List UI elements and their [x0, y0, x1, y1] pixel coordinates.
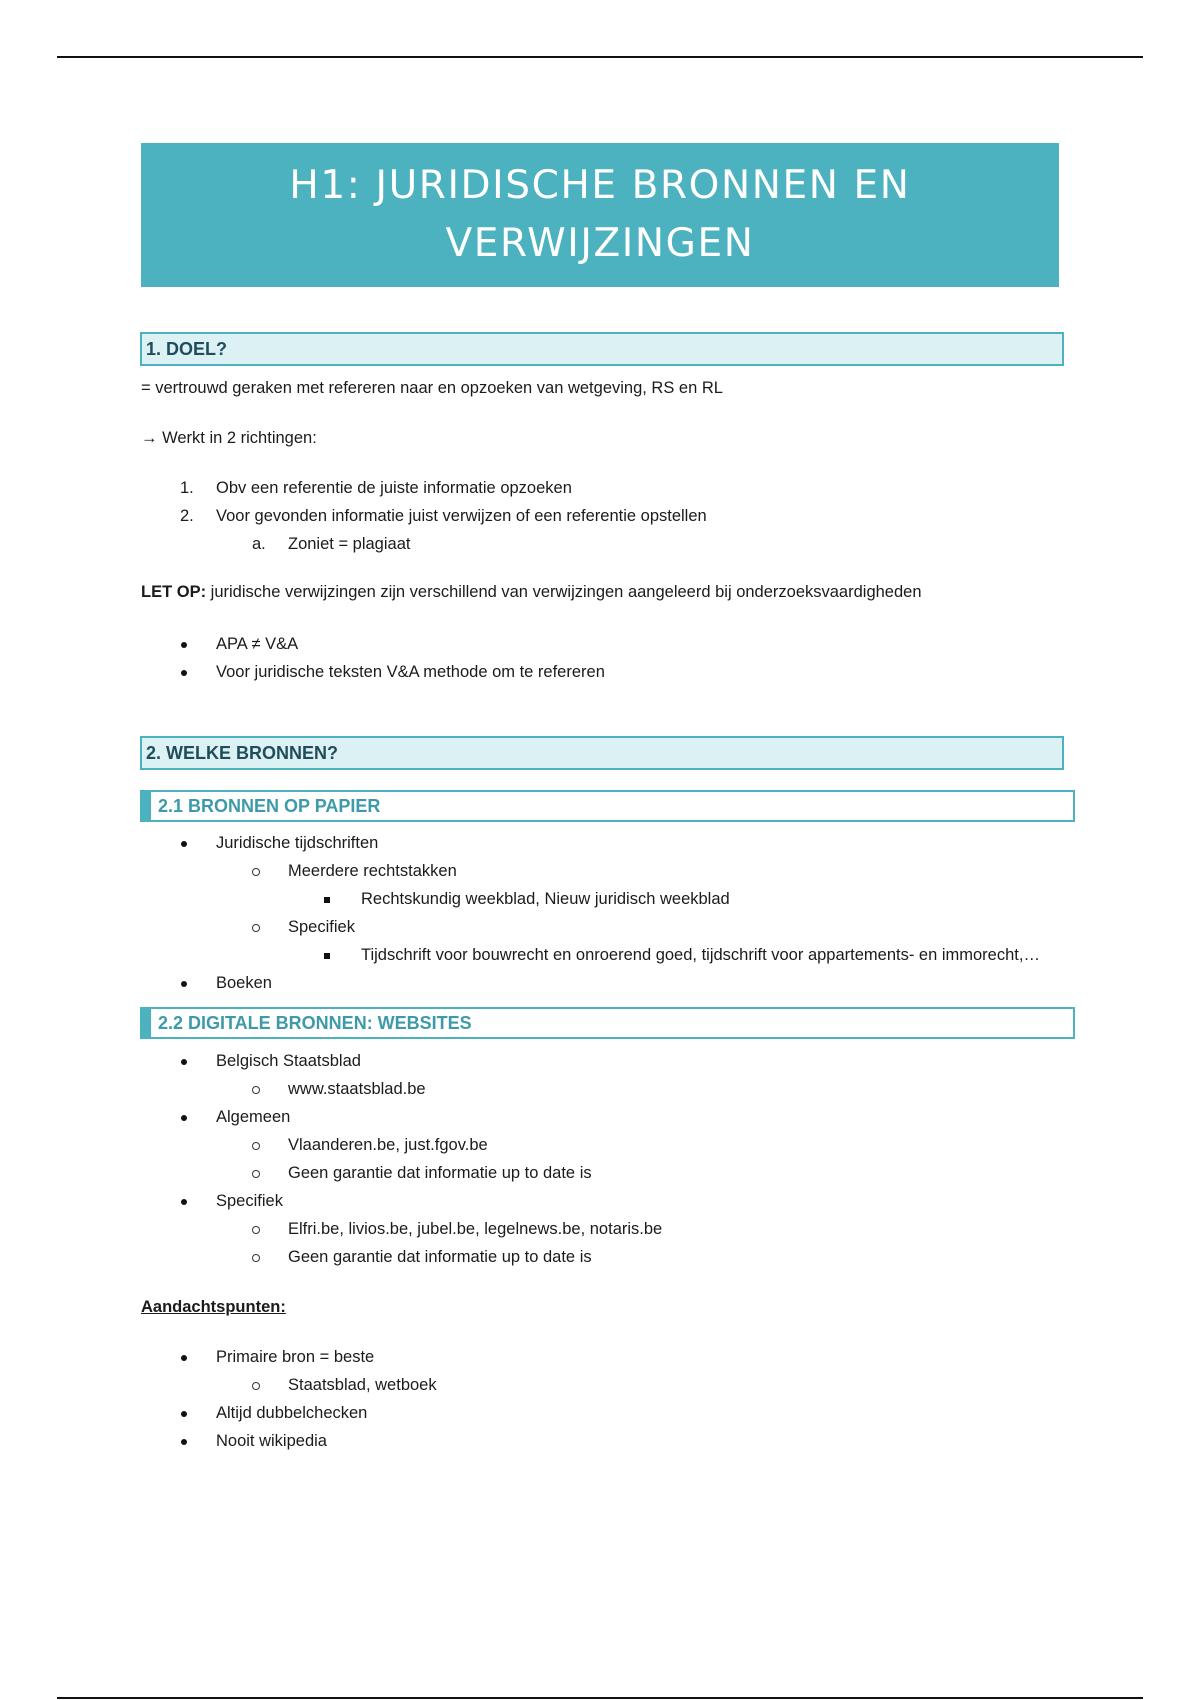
werkt-line: [141, 424, 1061, 452]
bullet-icon: [181, 841, 187, 847]
list-item: [141, 885, 1061, 913]
list-item: [141, 1075, 1061, 1103]
list-item: [141, 1047, 1061, 1075]
list-item: [141, 474, 1061, 502]
list-item-text: Boeken: [216, 974, 272, 992]
list-item-text: Meerdere rechtstakken: [288, 862, 457, 880]
list-item-text: Vlaanderen.be, just.fgov.be: [288, 1136, 488, 1154]
list-item-text: Rechtskundig weekblad, Nieuw juridisch weekblad: [361, 890, 730, 908]
list-item: [141, 1343, 1061, 1371]
list-item: [141, 969, 1061, 997]
list-number: 1.: [180, 479, 194, 497]
bullet-icon: [181, 1411, 187, 1417]
let-op-label: LET OP:: [141, 583, 207, 601]
list-item-text: Belgisch Staatsblad: [216, 1052, 361, 1070]
bullet-icon: [181, 670, 187, 676]
list-item: [141, 1131, 1061, 1159]
list-item-text: Elfri.be, livios.be, jubel.be, legelnews.be, notaris.be: [288, 1220, 663, 1238]
square-bullet-icon: [324, 953, 330, 959]
let-op-note: [141, 578, 1061, 606]
list-item: [141, 1243, 1061, 1271]
list-item: [141, 1427, 1061, 1455]
let-op-text: juridische verwijzingen zijn verschillend van verwijzingen aangeleerd bij onderzoeksvaardigheden: [206, 583, 922, 601]
circle-bullet-icon: [252, 1226, 260, 1234]
bottom-rule: [57, 1697, 1143, 1699]
list-item-text: Voor juridische teksten V&A methode om te refereren: [216, 663, 605, 681]
list-item: [141, 1103, 1061, 1131]
list-number: 2.: [180, 507, 194, 525]
bullet-icon: [181, 1115, 187, 1121]
list-item: [141, 857, 1061, 885]
list-item-text: www.staatsblad.be: [288, 1080, 426, 1098]
list-item: [141, 1399, 1061, 1427]
list-item: [141, 502, 1061, 530]
circle-bullet-icon: [252, 1382, 260, 1390]
list-item: [141, 530, 1061, 558]
list-item: [141, 1187, 1061, 1215]
circle-bullet-icon: [252, 1086, 260, 1094]
list-item: [141, 630, 1061, 658]
list-item-text: Zoniet = plagiaat: [288, 535, 411, 553]
list-item-text: Algemeen: [216, 1108, 291, 1126]
list-item: [141, 941, 1061, 969]
arrow-icon: →: [141, 429, 163, 447]
bullet-icon: [181, 981, 187, 987]
bullet-icon: [181, 642, 187, 648]
list-item: [141, 913, 1061, 941]
list-item-text: Specifiek: [288, 918, 355, 936]
list-item-text: Geen garantie dat informatie up to date is: [288, 1248, 592, 1266]
list-item-text: APA ≠ V&A: [216, 635, 299, 653]
top-rule: [57, 56, 1143, 58]
circle-bullet-icon: [252, 868, 260, 876]
section-heading-bronnen: 2. WELKE BRONNEN?: [140, 736, 1064, 770]
list-item-text: Tijdschrift voor bouwrecht en onroerend goed, tijdschrift voor appartements- en immorecht,…: [361, 946, 1040, 964]
list-item: [141, 658, 1061, 686]
list-item-text: Geen garantie dat informatie up to date is: [288, 1164, 592, 1182]
list-item-text: Specifiek: [216, 1192, 283, 1210]
subsection-heading-digitaal: 2.2 DIGITALE BRONNEN: WEBSITES: [140, 1007, 1075, 1039]
werkt-text: Werkt in 2 richtingen:: [162, 429, 317, 447]
list-item-text: Staatsblad, wetboek: [288, 1376, 437, 1394]
bullet-icon: [181, 1199, 187, 1205]
list-item: [141, 1215, 1061, 1243]
list-item-text: Primaire bron = beste: [216, 1348, 375, 1366]
list-item-text: Nooit wikipedia: [216, 1432, 327, 1450]
list-item: [141, 829, 1061, 857]
list-item: [141, 1371, 1061, 1399]
section-heading-doel: 1. DOEL?: [140, 332, 1064, 366]
circle-bullet-icon: [252, 924, 260, 932]
list-item-text: Voor gevonden informatie juist verwijzen of een referentie opstellen: [216, 507, 707, 525]
subsection-heading-papier: 2.1 BRONNEN OP PAPIER: [140, 790, 1075, 822]
square-bullet-icon: [324, 897, 330, 903]
list-item-text: Juridische tijdschriften: [216, 834, 379, 852]
bullet-icon: [181, 1439, 187, 1445]
circle-bullet-icon: [252, 1142, 260, 1150]
doel-definition: = vertrouwd geraken met refereren naar en opzoeken van wetgeving, RS en RL: [141, 379, 723, 397]
page-title: H1: JURIDISCHE BRONNEN EN VERWIJZINGEN: [289, 163, 911, 266]
list-item-text: Altijd dubbelchecken: [216, 1404, 368, 1422]
bullet-icon: [181, 1059, 187, 1065]
title-banner: [141, 143, 1059, 287]
list-letter: a.: [252, 535, 266, 553]
circle-bullet-icon: [252, 1170, 260, 1178]
aandachtspunten-label: Aandachtspunten:: [141, 1298, 286, 1316]
list-item-text: Obv een referentie de juiste informatie opzoeken: [216, 479, 572, 497]
list-item: [141, 1159, 1061, 1187]
document-body: [141, 143, 1061, 1455]
bullet-icon: [181, 1355, 187, 1361]
circle-bullet-icon: [252, 1254, 260, 1262]
